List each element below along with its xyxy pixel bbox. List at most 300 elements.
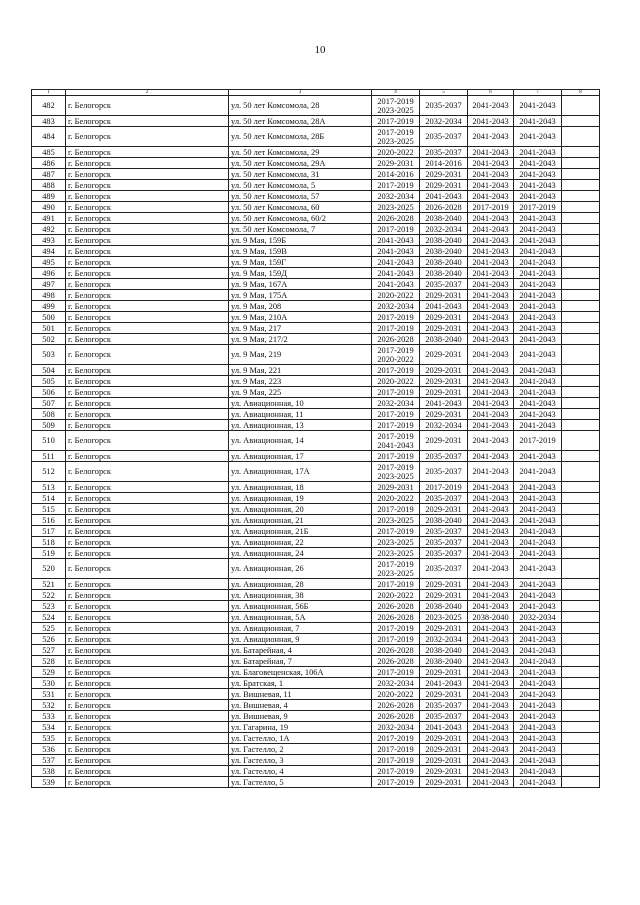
table-row bbox=[32, 202, 600, 213]
city-cell: г. Белогорск bbox=[66, 766, 229, 777]
period-cell-7: 2041-2043 bbox=[514, 548, 562, 559]
period-cell-6: 2041-2043 bbox=[468, 526, 514, 537]
period-cell-7: 2041-2043 bbox=[514, 257, 562, 268]
period-cell-7: 2041-2043 bbox=[514, 515, 562, 526]
period-cell-5: 2032-2034 bbox=[420, 420, 468, 431]
period-cell-7: 2041-2043 bbox=[514, 766, 562, 777]
period-cell-7: 2041-2043 bbox=[514, 777, 562, 788]
empty-cell-8 bbox=[562, 376, 600, 387]
column-number: 6 bbox=[468, 90, 514, 96]
city-cell: г. Белогорск bbox=[66, 548, 229, 559]
period-cell-4: 2020-2022 bbox=[372, 147, 420, 158]
address-cell: ул. 9 Мая, 219 bbox=[229, 345, 372, 365]
table-row bbox=[32, 678, 600, 689]
table-row bbox=[32, 612, 600, 623]
period-cell-5: 2038-2040 bbox=[420, 268, 468, 279]
table-row bbox=[32, 376, 600, 387]
period-cell-5: 2038-2040 bbox=[420, 334, 468, 345]
empty-cell-8 bbox=[562, 462, 600, 482]
period-cell-6: 2041-2043 bbox=[468, 213, 514, 224]
period-cell-5: 2035-2037 bbox=[420, 548, 468, 559]
empty-cell-8 bbox=[562, 398, 600, 409]
period-cell-6: 2041-2043 bbox=[468, 579, 514, 590]
table-row bbox=[32, 246, 600, 257]
table-row bbox=[32, 700, 600, 711]
row-number: 482 bbox=[32, 96, 66, 116]
period-cell-4: 2017-2019 2023-2025 bbox=[372, 559, 420, 579]
period-cell-6: 2041-2043 bbox=[468, 257, 514, 268]
city-cell: г. Белогорск bbox=[66, 482, 229, 493]
period-cell-5: 2035-2037 bbox=[420, 462, 468, 482]
period-cell-6: 2041-2043 bbox=[468, 334, 514, 345]
period-cell-5: 2023-2025 bbox=[420, 612, 468, 623]
period-cell-4: 2017-2019 2023-2025 bbox=[372, 127, 420, 147]
period-cell-6: 2041-2043 bbox=[468, 365, 514, 376]
empty-cell-8 bbox=[562, 420, 600, 431]
row-number: 527 bbox=[32, 645, 66, 656]
address-cell: ул. Авиационная, 56Б bbox=[229, 601, 372, 612]
row-number: 516 bbox=[32, 515, 66, 526]
city-cell: г. Белогорск bbox=[66, 268, 229, 279]
row-number: 524 bbox=[32, 612, 66, 623]
city-cell: г. Белогорск bbox=[66, 127, 229, 147]
empty-cell-8 bbox=[562, 689, 600, 700]
city-cell: г. Белогорск bbox=[66, 579, 229, 590]
period-cell-5: 2038-2040 bbox=[420, 235, 468, 246]
period-cell-5: 2035-2037 bbox=[420, 127, 468, 147]
city-cell: г. Белогорск bbox=[66, 777, 229, 788]
period-cell-6: 2041-2043 bbox=[468, 548, 514, 559]
row-number: 501 bbox=[32, 323, 66, 334]
empty-cell-8 bbox=[562, 96, 600, 116]
empty-cell-8 bbox=[562, 301, 600, 312]
empty-cell-8 bbox=[562, 623, 600, 634]
period-cell-5: 2038-2040 bbox=[420, 246, 468, 257]
table-row bbox=[32, 127, 600, 147]
city-cell: г. Белогорск bbox=[66, 462, 229, 482]
table-row bbox=[32, 290, 600, 301]
period-cell-4: 2026-2028 bbox=[372, 213, 420, 224]
period-cell-4: 2026-2028 bbox=[372, 656, 420, 667]
column-number: 7 bbox=[514, 90, 562, 96]
city-cell: г. Белогорск bbox=[66, 590, 229, 601]
period-cell-4: 2017-2019 bbox=[372, 777, 420, 788]
period-cell-7: 2017-2019 bbox=[514, 431, 562, 451]
address-cell: ул. 50 лет Комсомола, 29 bbox=[229, 147, 372, 158]
address-cell: ул. 50 лет Комсомола, 60 bbox=[229, 202, 372, 213]
row-number: 489 bbox=[32, 191, 66, 202]
period-cell-4: 2029-2031 bbox=[372, 482, 420, 493]
period-cell-7: 2041-2043 bbox=[514, 579, 562, 590]
column-number: 4 bbox=[372, 90, 420, 96]
empty-cell-8 bbox=[562, 656, 600, 667]
row-number: 533 bbox=[32, 711, 66, 722]
period-cell-4: 2017-2019 bbox=[372, 409, 420, 420]
period-cell-7: 2041-2043 bbox=[514, 116, 562, 127]
period-cell-5: 2038-2040 bbox=[420, 601, 468, 612]
period-cell-5: 2017-2019 bbox=[420, 482, 468, 493]
period-cell-4: 2026-2028 bbox=[372, 612, 420, 623]
city-cell: г. Белогорск bbox=[66, 515, 229, 526]
period-cell-5: 2038-2040 bbox=[420, 656, 468, 667]
city-cell: г. Белогорск bbox=[66, 147, 229, 158]
period-cell-6: 2041-2043 bbox=[468, 678, 514, 689]
period-cell-7: 2041-2043 bbox=[514, 376, 562, 387]
period-cell-5: 2041-2043 bbox=[420, 722, 468, 733]
row-number: 497 bbox=[32, 279, 66, 290]
city-cell: г. Белогорск bbox=[66, 700, 229, 711]
table-row bbox=[32, 722, 600, 733]
address-cell: ул. 50 лет Комсомола, 31 bbox=[229, 169, 372, 180]
period-cell-6: 2041-2043 bbox=[468, 515, 514, 526]
period-cell-4: 2020-2022 bbox=[372, 590, 420, 601]
table-row bbox=[32, 268, 600, 279]
table-row bbox=[32, 312, 600, 323]
city-cell: г. Белогорск bbox=[66, 755, 229, 766]
period-cell-4: 2032-2034 bbox=[372, 301, 420, 312]
city-cell: г. Белогорск bbox=[66, 689, 229, 700]
period-cell-7: 2041-2043 bbox=[514, 601, 562, 612]
city-cell: г. Белогорск bbox=[66, 257, 229, 268]
period-cell-5: 2029-2031 bbox=[420, 590, 468, 601]
table-row bbox=[32, 733, 600, 744]
period-cell-4: 2029-2031 bbox=[372, 158, 420, 169]
table-row bbox=[32, 689, 600, 700]
row-number: 488 bbox=[32, 180, 66, 191]
row-number: 510 bbox=[32, 431, 66, 451]
table-row bbox=[32, 387, 600, 398]
row-number: 529 bbox=[32, 667, 66, 678]
period-cell-5: 2035-2037 bbox=[420, 711, 468, 722]
period-cell-7: 2041-2043 bbox=[514, 504, 562, 515]
period-cell-6: 2041-2043 bbox=[468, 537, 514, 548]
period-cell-4: 2017-2019 bbox=[372, 224, 420, 235]
city-cell: г. Белогорск bbox=[66, 301, 229, 312]
empty-cell-8 bbox=[562, 579, 600, 590]
table-row bbox=[32, 504, 600, 515]
period-cell-7: 2041-2043 bbox=[514, 689, 562, 700]
period-cell-7: 2041-2043 bbox=[514, 312, 562, 323]
period-cell-6: 2041-2043 bbox=[468, 623, 514, 634]
address-cell: ул. 50 лет Комсомола, 28 bbox=[229, 96, 372, 116]
address-cell: ул. Батарейная, 4 bbox=[229, 645, 372, 656]
period-cell-6: 2041-2043 bbox=[468, 268, 514, 279]
empty-cell-8 bbox=[562, 482, 600, 493]
period-cell-5: 2029-2031 bbox=[420, 777, 468, 788]
period-cell-6: 2041-2043 bbox=[468, 744, 514, 755]
row-number: 502 bbox=[32, 334, 66, 345]
row-number: 495 bbox=[32, 257, 66, 268]
period-cell-6: 2041-2043 bbox=[468, 722, 514, 733]
row-number: 520 bbox=[32, 559, 66, 579]
address-cell: ул. Авиационная, 21 bbox=[229, 515, 372, 526]
row-number: 537 bbox=[32, 755, 66, 766]
period-cell-6: 2041-2043 bbox=[468, 733, 514, 744]
city-cell: г. Белогорск bbox=[66, 559, 229, 579]
period-cell-5: 2029-2031 bbox=[420, 744, 468, 755]
address-cell: ул. Гастелло, 2 bbox=[229, 744, 372, 755]
period-cell-6: 2041-2043 bbox=[468, 504, 514, 515]
period-cell-6: 2041-2043 bbox=[468, 462, 514, 482]
period-cell-4: 2017-2019 bbox=[372, 755, 420, 766]
row-number: 499 bbox=[32, 301, 66, 312]
empty-cell-8 bbox=[562, 590, 600, 601]
row-number: 508 bbox=[32, 409, 66, 420]
period-cell-5: 2029-2031 bbox=[420, 766, 468, 777]
period-cell-7: 2017-2019 bbox=[514, 202, 562, 213]
table-row bbox=[32, 257, 600, 268]
column-number: 5 bbox=[420, 90, 468, 96]
empty-cell-8 bbox=[562, 279, 600, 290]
row-number: 487 bbox=[32, 169, 66, 180]
period-cell-5: 2029-2031 bbox=[420, 387, 468, 398]
period-cell-4: 2017-2019 2041-2043 bbox=[372, 431, 420, 451]
row-number: 490 bbox=[32, 202, 66, 213]
city-cell: г. Белогорск bbox=[66, 612, 229, 623]
period-cell-7: 2041-2043 bbox=[514, 279, 562, 290]
period-cell-7: 2032-2034 bbox=[514, 612, 562, 623]
city-cell: г. Белогорск bbox=[66, 191, 229, 202]
city-cell: г. Белогорск bbox=[66, 96, 229, 116]
period-cell-7: 2041-2043 bbox=[514, 158, 562, 169]
row-number: 538 bbox=[32, 766, 66, 777]
period-cell-6: 2041-2043 bbox=[468, 191, 514, 202]
period-cell-7: 2041-2043 bbox=[514, 387, 562, 398]
table-row bbox=[32, 158, 600, 169]
period-cell-7: 2041-2043 bbox=[514, 290, 562, 301]
period-cell-4: 2017-2019 bbox=[372, 365, 420, 376]
period-cell-7: 2041-2043 bbox=[514, 493, 562, 504]
address-cell: ул. 50 лет Комсомола, 60/2 bbox=[229, 213, 372, 224]
empty-cell-8 bbox=[562, 515, 600, 526]
period-cell-4: 2026-2028 bbox=[372, 700, 420, 711]
period-cell-4: 2017-2019 bbox=[372, 323, 420, 334]
city-cell: г. Белогорск bbox=[66, 711, 229, 722]
row-number: 485 bbox=[32, 147, 66, 158]
table-row bbox=[32, 323, 600, 334]
period-cell-7: 2041-2043 bbox=[514, 301, 562, 312]
empty-cell-8 bbox=[562, 504, 600, 515]
address-cell: ул. Гагарина, 19 bbox=[229, 722, 372, 733]
address-cell: ул. 9 Мая, 210А bbox=[229, 312, 372, 323]
empty-cell-8 bbox=[562, 127, 600, 147]
period-cell-7: 2041-2043 bbox=[514, 678, 562, 689]
address-cell: ул. Авиационная, 17 bbox=[229, 451, 372, 462]
period-cell-4: 2017-2019 bbox=[372, 504, 420, 515]
address-cell: ул. Авиационная, 17А bbox=[229, 462, 372, 482]
city-cell: г. Белогорск bbox=[66, 345, 229, 365]
period-cell-6: 2041-2043 bbox=[468, 387, 514, 398]
period-cell-6: 2041-2043 bbox=[468, 667, 514, 678]
period-cell-5: 2038-2040 bbox=[420, 257, 468, 268]
period-cell-6: 2041-2043 bbox=[468, 755, 514, 766]
period-cell-5: 2029-2031 bbox=[420, 169, 468, 180]
city-cell: г. Белогорск bbox=[66, 451, 229, 462]
column-number: 1 bbox=[32, 90, 66, 96]
city-cell: г. Белогорск bbox=[66, 213, 229, 224]
period-cell-6: 2038-2040 bbox=[468, 612, 514, 623]
city-cell: г. Белогорск bbox=[66, 387, 229, 398]
period-cell-7: 2041-2043 bbox=[514, 409, 562, 420]
table-row bbox=[32, 493, 600, 504]
table-row bbox=[32, 191, 600, 202]
empty-cell-8 bbox=[562, 257, 600, 268]
period-cell-5: 2038-2040 bbox=[420, 213, 468, 224]
period-cell-6: 2041-2043 bbox=[468, 224, 514, 235]
table-row bbox=[32, 180, 600, 191]
empty-cell-8 bbox=[562, 224, 600, 235]
period-cell-7: 2041-2043 bbox=[514, 127, 562, 147]
table-row bbox=[32, 526, 600, 537]
column-number: 2 bbox=[66, 90, 229, 96]
period-cell-6: 2041-2043 bbox=[468, 169, 514, 180]
period-cell-5: 2035-2037 bbox=[420, 559, 468, 579]
empty-cell-8 bbox=[562, 744, 600, 755]
table-body bbox=[32, 90, 600, 788]
address-cell: ул. 9 Мая, 223 bbox=[229, 376, 372, 387]
row-number: 512 bbox=[32, 462, 66, 482]
period-cell-4: 2026-2028 bbox=[372, 645, 420, 656]
city-cell: г. Белогорск bbox=[66, 180, 229, 191]
row-number: 517 bbox=[32, 526, 66, 537]
period-cell-7: 2041-2043 bbox=[514, 213, 562, 224]
period-cell-5: 2041-2043 bbox=[420, 678, 468, 689]
row-number: 492 bbox=[32, 224, 66, 235]
empty-cell-8 bbox=[562, 559, 600, 579]
column-number: 8 bbox=[562, 90, 600, 96]
empty-cell-8 bbox=[562, 202, 600, 213]
period-cell-4: 2017-2019 2020-2022 bbox=[372, 345, 420, 365]
empty-cell-8 bbox=[562, 537, 600, 548]
period-cell-6: 2041-2043 bbox=[468, 116, 514, 127]
city-cell: г. Белогорск bbox=[66, 376, 229, 387]
empty-cell-8 bbox=[562, 733, 600, 744]
period-cell-4: 2017-2019 bbox=[372, 766, 420, 777]
period-cell-5: 2035-2037 bbox=[420, 279, 468, 290]
period-cell-5: 2029-2031 bbox=[420, 180, 468, 191]
period-cell-7: 2041-2043 bbox=[514, 345, 562, 365]
address-cell: ул. Авиационная, 21Б bbox=[229, 526, 372, 537]
row-number: 491 bbox=[32, 213, 66, 224]
period-cell-6: 2041-2043 bbox=[468, 246, 514, 257]
row-number: 484 bbox=[32, 127, 66, 147]
address-cell: ул. Благовещенская, 106А bbox=[229, 667, 372, 678]
period-cell-6: 2041-2043 bbox=[468, 290, 514, 301]
period-cell-6: 2041-2043 bbox=[468, 301, 514, 312]
city-cell: г. Белогорск bbox=[66, 323, 229, 334]
empty-cell-8 bbox=[562, 755, 600, 766]
empty-cell-8 bbox=[562, 387, 600, 398]
table-row bbox=[32, 667, 600, 678]
row-number: 518 bbox=[32, 537, 66, 548]
period-cell-5: 2029-2031 bbox=[420, 733, 468, 744]
table-row bbox=[32, 579, 600, 590]
column-number: 3 bbox=[229, 90, 372, 96]
city-cell: г. Белогорск bbox=[66, 601, 229, 612]
address-cell: ул. 50 лет Комсомола, 5 bbox=[229, 180, 372, 191]
period-cell-6: 2041-2043 bbox=[468, 323, 514, 334]
address-cell: ул. Авиационная, 11 bbox=[229, 409, 372, 420]
city-cell: г. Белогорск bbox=[66, 224, 229, 235]
period-cell-6: 2041-2043 bbox=[468, 482, 514, 493]
period-cell-4: 2017-2019 bbox=[372, 733, 420, 744]
row-number: 496 bbox=[32, 268, 66, 279]
table-row bbox=[32, 755, 600, 766]
period-cell-7: 2041-2043 bbox=[514, 224, 562, 235]
city-cell: г. Белогорск bbox=[66, 246, 229, 257]
period-cell-5: 2029-2031 bbox=[420, 376, 468, 387]
period-cell-4: 2023-2025 bbox=[372, 537, 420, 548]
address-cell: ул. 9 Мая, 159Д bbox=[229, 268, 372, 279]
table-row bbox=[32, 601, 600, 612]
address-cell: ул. Вишневая, 11 bbox=[229, 689, 372, 700]
period-cell-5: 2038-2040 bbox=[420, 515, 468, 526]
period-cell-4: 2017-2019 bbox=[372, 744, 420, 755]
period-cell-7: 2041-2043 bbox=[514, 398, 562, 409]
row-number: 534 bbox=[32, 722, 66, 733]
empty-cell-8 bbox=[562, 678, 600, 689]
period-cell-7: 2041-2043 bbox=[514, 235, 562, 246]
city-cell: г. Белогорск bbox=[66, 634, 229, 645]
empty-cell-8 bbox=[562, 667, 600, 678]
period-cell-6: 2041-2043 bbox=[468, 700, 514, 711]
period-cell-7: 2041-2043 bbox=[514, 268, 562, 279]
address-cell: ул. Батарейная, 7 bbox=[229, 656, 372, 667]
empty-cell-8 bbox=[562, 431, 600, 451]
period-cell-5: 2032-2034 bbox=[420, 634, 468, 645]
address-cell: ул. Авиационная, 9 bbox=[229, 634, 372, 645]
table-row bbox=[32, 744, 600, 755]
empty-cell-8 bbox=[562, 766, 600, 777]
empty-cell-8 bbox=[562, 601, 600, 612]
period-cell-7: 2041-2043 bbox=[514, 334, 562, 345]
period-cell-5: 2029-2031 bbox=[420, 579, 468, 590]
city-cell: г. Белогорск bbox=[66, 733, 229, 744]
city-cell: г. Белогорск bbox=[66, 504, 229, 515]
city-cell: г. Белогорск bbox=[66, 667, 229, 678]
period-cell-7: 2041-2043 bbox=[514, 755, 562, 766]
address-cell: ул. Авиационная, 38 bbox=[229, 590, 372, 601]
row-number: 525 bbox=[32, 623, 66, 634]
table-row bbox=[32, 462, 600, 482]
address-cell: ул. 9 Мая, 217 bbox=[229, 323, 372, 334]
period-cell-4: 2017-2019 bbox=[372, 579, 420, 590]
address-cell: ул. Авиационная, 28 bbox=[229, 579, 372, 590]
period-cell-6: 2041-2043 bbox=[468, 634, 514, 645]
period-cell-4: 2020-2022 bbox=[372, 290, 420, 301]
table-row bbox=[32, 515, 600, 526]
period-cell-4: 2032-2034 bbox=[372, 191, 420, 202]
row-number: 536 bbox=[32, 744, 66, 755]
row-number: 504 bbox=[32, 365, 66, 376]
period-cell-4: 2032-2034 bbox=[372, 678, 420, 689]
row-number: 511 bbox=[32, 451, 66, 462]
empty-cell-8 bbox=[562, 493, 600, 504]
period-cell-4: 2017-2019 bbox=[372, 451, 420, 462]
city-cell: г. Белогорск bbox=[66, 409, 229, 420]
empty-cell-8 bbox=[562, 180, 600, 191]
period-cell-5: 2035-2037 bbox=[420, 700, 468, 711]
period-cell-7: 2041-2043 bbox=[514, 462, 562, 482]
address-cell: ул. Вишневая, 9 bbox=[229, 711, 372, 722]
address-cell: ул. 50 лет Комсомола, 7 bbox=[229, 224, 372, 235]
empty-cell-8 bbox=[562, 191, 600, 202]
period-cell-7: 2041-2043 bbox=[514, 526, 562, 537]
empty-cell-8 bbox=[562, 700, 600, 711]
period-cell-4: 2041-2043 bbox=[372, 268, 420, 279]
table-row bbox=[32, 766, 600, 777]
empty-cell-8 bbox=[562, 711, 600, 722]
